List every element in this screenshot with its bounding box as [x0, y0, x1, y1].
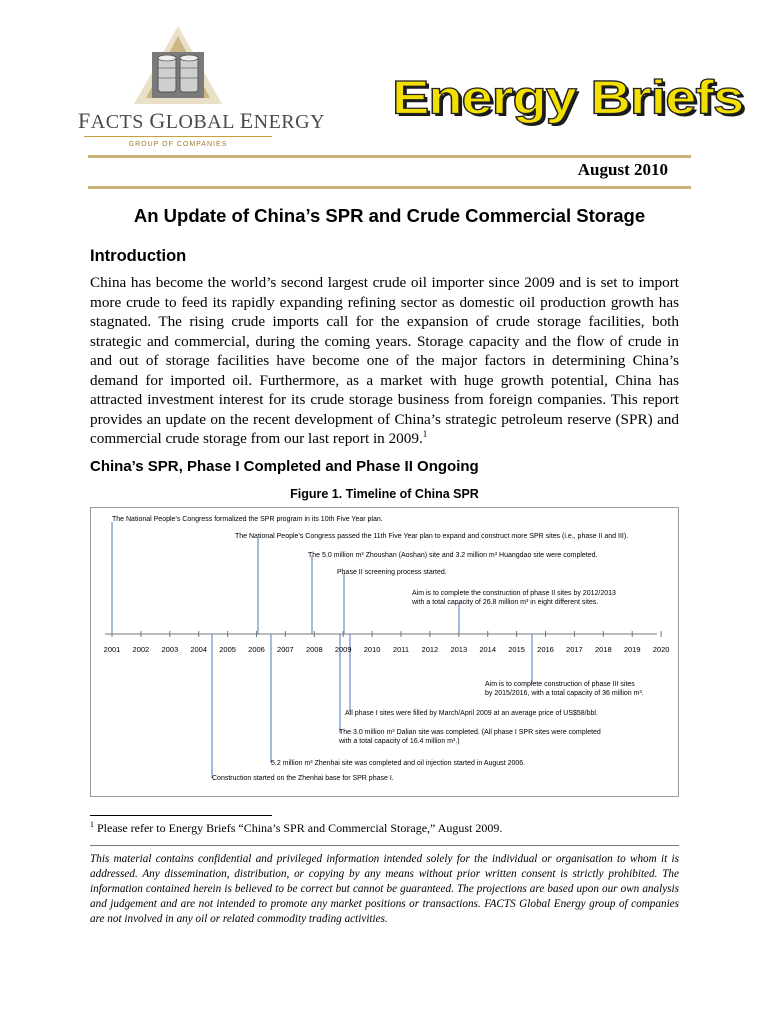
year-label-2011: 2011: [392, 645, 410, 654]
year-label-2005: 2005: [219, 645, 236, 654]
year-label-2002: 2002: [132, 645, 150, 654]
introduction-paragraph: [90, 273, 679, 449]
year-label-2015: 2015: [508, 645, 525, 654]
year-label-2019: 2019: [623, 645, 641, 654]
introduction-text: China has become the world’s second largest crude oil importer since 2009 and is set to import more crude to feed its rapidly expanding refining sector as domestic oil production growth has stagnated. The rising crude imports call for the expansion of crude storage facilities, both strategic and commercial, during the coming years. Storage capacity and the flow of crude in and out of storage facilities have become one of the major factors in determining China’s demand for imported oil. Furthermore, as a market with huge growth potential, China has attracted investment interest for its crude storage business from foreign companies. This report provides an update on the recent development of China’s strategic petroleum reserve (SPR) and commercial crude storage from our last report in 2009.: [90, 274, 679, 447]
event-zhenhai-construction: Construction started on the Zhenhai base for SPR phase I.: [212, 775, 394, 782]
event-11th-five-year-plan: The National People’s Congress passed the 11th Five Year plan to expand and construct more SPR sites (i.e., phase II and III).: [235, 533, 629, 540]
disclaimer: This material contains confidential and privileged information intended solely for the individual or organisation to whom it is addressed. Any dissemination, distribution, or copying by any means without prior written consent is strictly prohibited. The information contained herein is believed to be correct but cannot be guaranteed. The projections are based upon our own analysis and judgement and are not intended to promote any market positions or transactions. FACTS Global Energy group of companies are not involved in any oil or related commodity trading activities.: [90, 853, 679, 925]
year-label-2004: 2004: [190, 645, 208, 654]
figure-caption: Figure 1. Timeline of China SPR: [290, 487, 479, 501]
year-label-2009: 2009: [334, 645, 352, 654]
year-label-2010: 2010: [363, 645, 381, 654]
year-label-2008: 2008: [305, 645, 323, 654]
event-zhoushan-huangdao-completed: The 5.0 million m³ Zhoushan (Aoshan) site and 3.2 million m³ Huangdao site were completed.: [308, 552, 598, 559]
footnote-number: 1: [90, 820, 94, 829]
event-phase1-filled: All phase I sites were filled by March/April 2009 at an average price of US$58/bbl.: [345, 710, 598, 717]
logo-divider: [84, 136, 272, 137]
event-phase2-screening: Phase II screening process started.: [337, 569, 447, 576]
company-name: FACTS GLOBAL ENERGY: [78, 108, 326, 133]
year-label-2006: 2006: [248, 645, 265, 654]
year-label-2007: 2007: [277, 645, 294, 654]
year-label-2001: 2001: [103, 645, 121, 654]
event-phase3-target: Aim is to complete construction of phase III sites by 2015/2016, with a total capacity of 36 million m³.: [485, 681, 644, 697]
publication-title: Energy Briefs: [392, 70, 744, 124]
year-label-2016: 2016: [537, 645, 554, 654]
year-label-2018: 2018: [594, 645, 612, 654]
footnote-separator: [90, 815, 272, 816]
disclaimer-separator: [90, 845, 679, 846]
footnote: [90, 820, 502, 836]
event-zhenhai-completed: 5.2 million m³ Zhenhai site was completed and oil injection started in August 2006.: [271, 760, 526, 767]
event-10th-five-year-plan: The National People’s Congress formalized the SPR program in its 10th Five Year plan.: [112, 516, 383, 523]
company-subtitle: GROUP OF COMPANIES: [128, 141, 228, 148]
year-label-2020: 2020: [652, 645, 670, 654]
timeline-figure: [90, 507, 679, 797]
company-logo: [78, 22, 326, 150]
header-rule-bottom: [88, 186, 691, 189]
section-heading: China’s SPR, Phase I Completed and Phase II Ongoing: [90, 458, 479, 475]
year-label-2012: 2012: [421, 645, 439, 654]
introduction-heading: Introduction: [90, 247, 187, 265]
issue-date: August 2010: [577, 160, 668, 179]
footnote-text: Please refer to Energy Briefs “China’s SPR and Commercial Storage,” August 2009.: [94, 821, 503, 835]
year-label-2017: 2017: [566, 645, 583, 654]
year-label-2003: 2003: [161, 645, 179, 654]
header-rule-top: [88, 155, 691, 158]
year-label-2013: 2013: [450, 645, 468, 654]
document-title: An Update of China’s SPR and Crude Commercial Storage: [133, 205, 646, 226]
footnote-reference[interactable]: 1: [422, 428, 428, 439]
event-phase2-target: Aim is to complete the construction of phase II sites by 2012/2013 with a total capacity of 26.8 million m³ in eight different sites.: [412, 590, 616, 606]
year-label-2014: 2014: [479, 645, 497, 654]
storage-tanks-logo-icon: [130, 22, 226, 108]
event-dalian-completed: The 3.0 million m³ Dalian site was completed. (All phase I SPR sites were completed with a total capacity of 16.4 million m³.): [339, 729, 601, 745]
